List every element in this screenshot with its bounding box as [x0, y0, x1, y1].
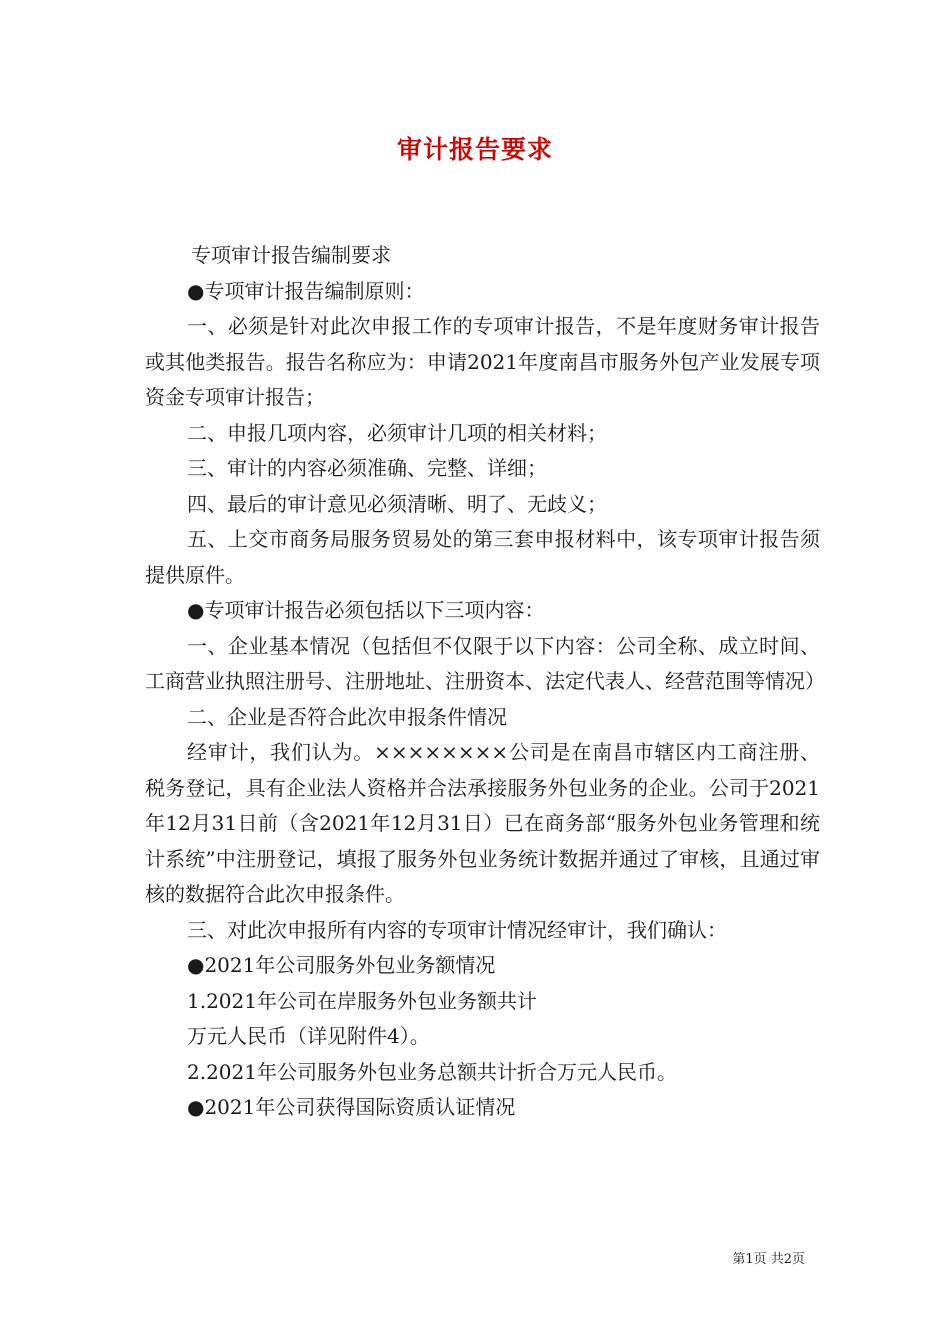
paragraph-principle-3: 三、审计的内容必须准确、完整、详细；: [187, 456, 547, 480]
paragraph-audit-opinion: 经审计，我们认为。××××××××公司是在南昌市辖区内工商注册、税务登记，具有企业法人资格并合法承接服务外包业务的企业。公司于2021年12月31日前（含2021年12月31日）已在商务部“服务外包业务管理和统计系统”中注册登记，填报了服务外包业务统计数据并通过了审核，且通过审核的数据符合此次申报条件。: [145, 740, 820, 906]
paragraph-principle-1: 一、必须是针对此次申报工作的专项审计报告，不是年度财务审计报告或其他类报告。报告名称应为：申请2021年度南昌市服务外包产业发展专项资金专项审计报告；: [145, 314, 820, 409]
paragraph-certification-heading: ●2021年公司获得国际资质认证情况: [187, 1095, 516, 1119]
paragraph-outsourcing-heading: ●2021年公司服务外包业务额情况: [187, 953, 496, 977]
paragraph-item-2: 2.2021年公司服务外包业务总额共计折合万元人民币。: [187, 1059, 677, 1084]
paragraph-content-3: 三、对此次申报所有内容的专项审计情况经审计，我们确认：: [187, 917, 727, 942]
paragraph-principles-heading: ●专项审计报告编制原则：: [187, 278, 425, 303]
paragraph-contents-heading: ●专项审计报告必须包括以下三项内容：: [187, 598, 545, 622]
paragraph-principle-5: 五、上交市商务局服务贸易处的第三套申报材料中，该专项审计报告须提供原件。: [145, 527, 820, 587]
document-body: [145, 238, 825, 1126]
paragraph-heading: 专项审计报告编制要求: [191, 243, 391, 267]
paragraph-item-1-continued: 万元人民币（详见附件4）。: [187, 1024, 430, 1048]
paragraph-principle-4: 四、最后的审计意见必须清晰、明了、无歧义；: [187, 491, 607, 516]
paragraph-item-1: 1.2021年公司在岸服务外包业务额共计: [187, 988, 537, 1013]
document-title: 审计报告要求: [396, 135, 553, 164]
paragraph-content-1: 一、企业基本情况（包括但不仅限于以下内容：公司全称、成立时间、工商营业执照注册号、注册地址、注册资本、法定代表人、经营范围等情况）: [145, 633, 825, 693]
paragraph-principle-2: 二、申报几项内容，必须审计几项的相关材料；: [187, 420, 607, 445]
page-footer: 第1页 共2页: [732, 1252, 805, 1267]
paragraph-content-2: 二、企业是否符合此次申报条件情况: [187, 704, 507, 729]
